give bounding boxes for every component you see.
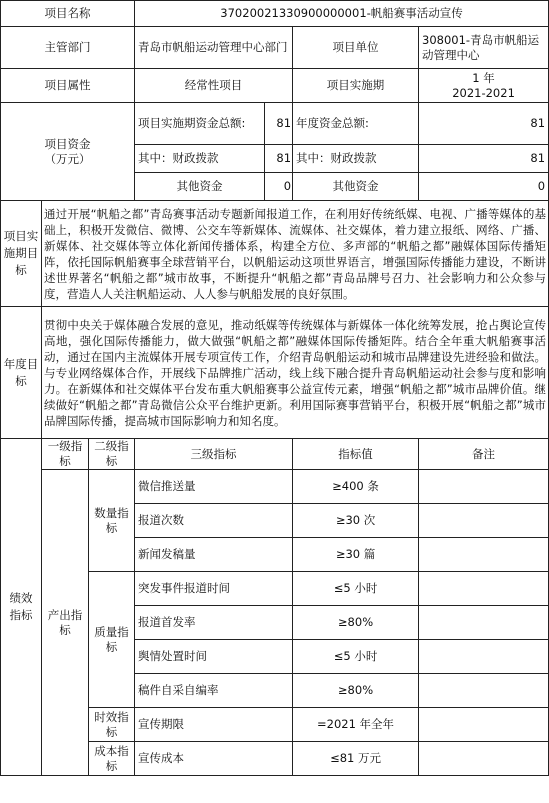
indicator-name: 报道次数 xyxy=(135,504,293,538)
indicator-name: 稿件自采自编率 xyxy=(135,674,293,708)
total-funds-value: 81 xyxy=(265,103,293,145)
row-funds-total xyxy=(1,103,549,145)
funds-label xyxy=(1,103,135,201)
row-department xyxy=(1,27,549,69)
other-funds-label: 其他资金 xyxy=(135,173,265,201)
annual-goal-label: 年度目标 xyxy=(1,307,42,439)
period-label: 项目实施期 xyxy=(293,69,419,103)
period-years: 1 年 xyxy=(472,70,495,85)
annual-fiscal-funds-value: 81 xyxy=(419,145,549,173)
indicator-row xyxy=(1,470,549,504)
level2-quality: 质量指标 xyxy=(89,572,135,708)
indicator-value: ≥30 篇 xyxy=(293,538,419,572)
level2-timeliness: 时效指标 xyxy=(89,708,135,742)
indicator-note xyxy=(419,470,549,504)
col-level1-header: 一级指标 xyxy=(42,439,89,470)
indicator-name: 新闻发稿量 xyxy=(135,538,293,572)
indicator-value: ≤5 小时 xyxy=(293,572,419,606)
annual-other-funds-label: 其他资金 xyxy=(293,173,419,201)
indicator-value: ≥80% xyxy=(293,606,419,640)
annual-funds-label: 年度资金总额: xyxy=(293,103,419,145)
annual-other-funds-value: 0 xyxy=(419,173,549,201)
indicator-value: ≤81 万元 xyxy=(293,742,419,776)
indicator-note xyxy=(419,606,549,640)
col-level2-header: 二级指标 xyxy=(89,439,135,470)
annual-fiscal-funds-label: 其中：财政拨款 xyxy=(293,145,419,173)
indicator-note xyxy=(419,708,549,742)
period-goal-label: 项目实施期目标 xyxy=(1,201,42,307)
indicator-name: 宣传期限 xyxy=(135,708,293,742)
total-funds-label: 项目实施期资金总额: xyxy=(135,103,265,145)
funds-label-line1: 项目资金 xyxy=(44,136,91,151)
indicator-value: ≥400 条 xyxy=(293,470,419,504)
col-value-header: 指标值 xyxy=(293,439,419,470)
level1-output: 产出指标 xyxy=(42,470,89,776)
indicator-value: ≥80% xyxy=(293,674,419,708)
indicator-note xyxy=(419,572,549,606)
col-level3-header: 三级指标 xyxy=(135,439,293,470)
funds-label-line2: （万元） xyxy=(44,151,91,166)
period-range: 2021-2021 xyxy=(452,85,515,100)
annual-goal-text: 贯彻中央关于媒体融合发展的意见，推动纸媒等传统媒体与新媒体一体化统筹发展，抢占舆论宣传高地，强化国际传播能力，做大做强“帆船之都”融媒体国际传播矩阵。结合全年重大帆船赛事活动，通过在国内主流媒体开展专项宣传工作，介绍青岛帆船运动和城市品牌建设先进经验和做法。与专业网络媒体合作，开展线下品牌推广活动，线上线下融合提升青岛帆船运动社会参与度和影响力。在新媒体和社交媒体平台发布重大帆船赛事公益宣传元素，增强“帆船之都”城市品牌价值。继续做好“帆船之都”青岛微信公众平台维护更新。利用国际赛事营销平台，积极开展“帆船之都”城市品牌国际传播，提高城市国际影响力和知名度。 xyxy=(42,307,549,439)
period-value xyxy=(419,69,549,103)
performance-indicators-label: 绩效指标 xyxy=(1,439,42,776)
period-goal-text: 通过开展“帆船之都”青岛赛事活动专题新闻报道工作，在利用好传统纸媒、电视、广播等媒体的基础上，积极开发微信、微博、公交车等新媒体、流媒体、社交媒体，着力建立报纸、网络、广播、新媒体、社交媒体等立体化新闻传播体系，构建全方位、多声部的“帆船之都”融媒体国际传播矩阵，依托国际帆船赛事全球营销平台，以帆船运动这项世界语言，增强国际传播能力建设，不断讲述世界著名“帆船之都”城市故事，不断提升“帆船之都”青岛品牌号召力、社会影响力和公众参与度，营造人人关注帆船运动、人人参与帆船发展的良好氛围。 xyxy=(42,201,549,307)
indicator-name: 突发事件报道时间 xyxy=(135,572,293,606)
indicator-note xyxy=(419,674,549,708)
dept-label: 主管部门 xyxy=(1,27,135,69)
annual-funds-value: 81 xyxy=(419,103,549,145)
fiscal-funds-value: 81 xyxy=(265,145,293,173)
indicator-note xyxy=(419,538,549,572)
level2-cost: 成本指标 xyxy=(89,742,135,776)
indicator-name: 宣传成本 xyxy=(135,742,293,776)
unit-label: 项目单位 xyxy=(293,27,419,69)
row-project-name xyxy=(1,1,549,27)
indicator-name: 报道首发率 xyxy=(135,606,293,640)
indicator-value: ≥30 次 xyxy=(293,504,419,538)
indicator-value: ≤5 小时 xyxy=(293,640,419,674)
project-name-value: 37020021330900000001-帆船赛事活动宣传 xyxy=(135,1,549,27)
indicator-note xyxy=(419,742,549,776)
attr-value: 经常性项目 xyxy=(135,69,293,103)
unit-value: 308001-青岛市帆船运动管理中心 xyxy=(419,27,549,69)
fiscal-funds-label: 其中：财政拨款 xyxy=(135,145,265,173)
other-funds-value: 0 xyxy=(265,173,293,201)
project-name-label: 项目名称 xyxy=(1,1,135,27)
indicator-header-row xyxy=(1,439,549,470)
row-annual-goal xyxy=(1,307,549,439)
dept-value: 青岛市帆船运动管理中心部门 xyxy=(135,27,293,69)
indicator-note xyxy=(419,504,549,538)
indicator-name: 舆情处置时间 xyxy=(135,640,293,674)
row-attribute xyxy=(1,69,549,103)
attr-label: 项目属性 xyxy=(1,69,135,103)
indicator-name: 微信推送量 xyxy=(135,470,293,504)
indicator-note xyxy=(419,640,549,674)
level2-quantity: 数量指标 xyxy=(89,470,135,572)
indicator-value: =2021 年全年 xyxy=(293,708,419,742)
col-note-header: 备注 xyxy=(419,439,549,470)
row-period-goal xyxy=(1,201,549,307)
